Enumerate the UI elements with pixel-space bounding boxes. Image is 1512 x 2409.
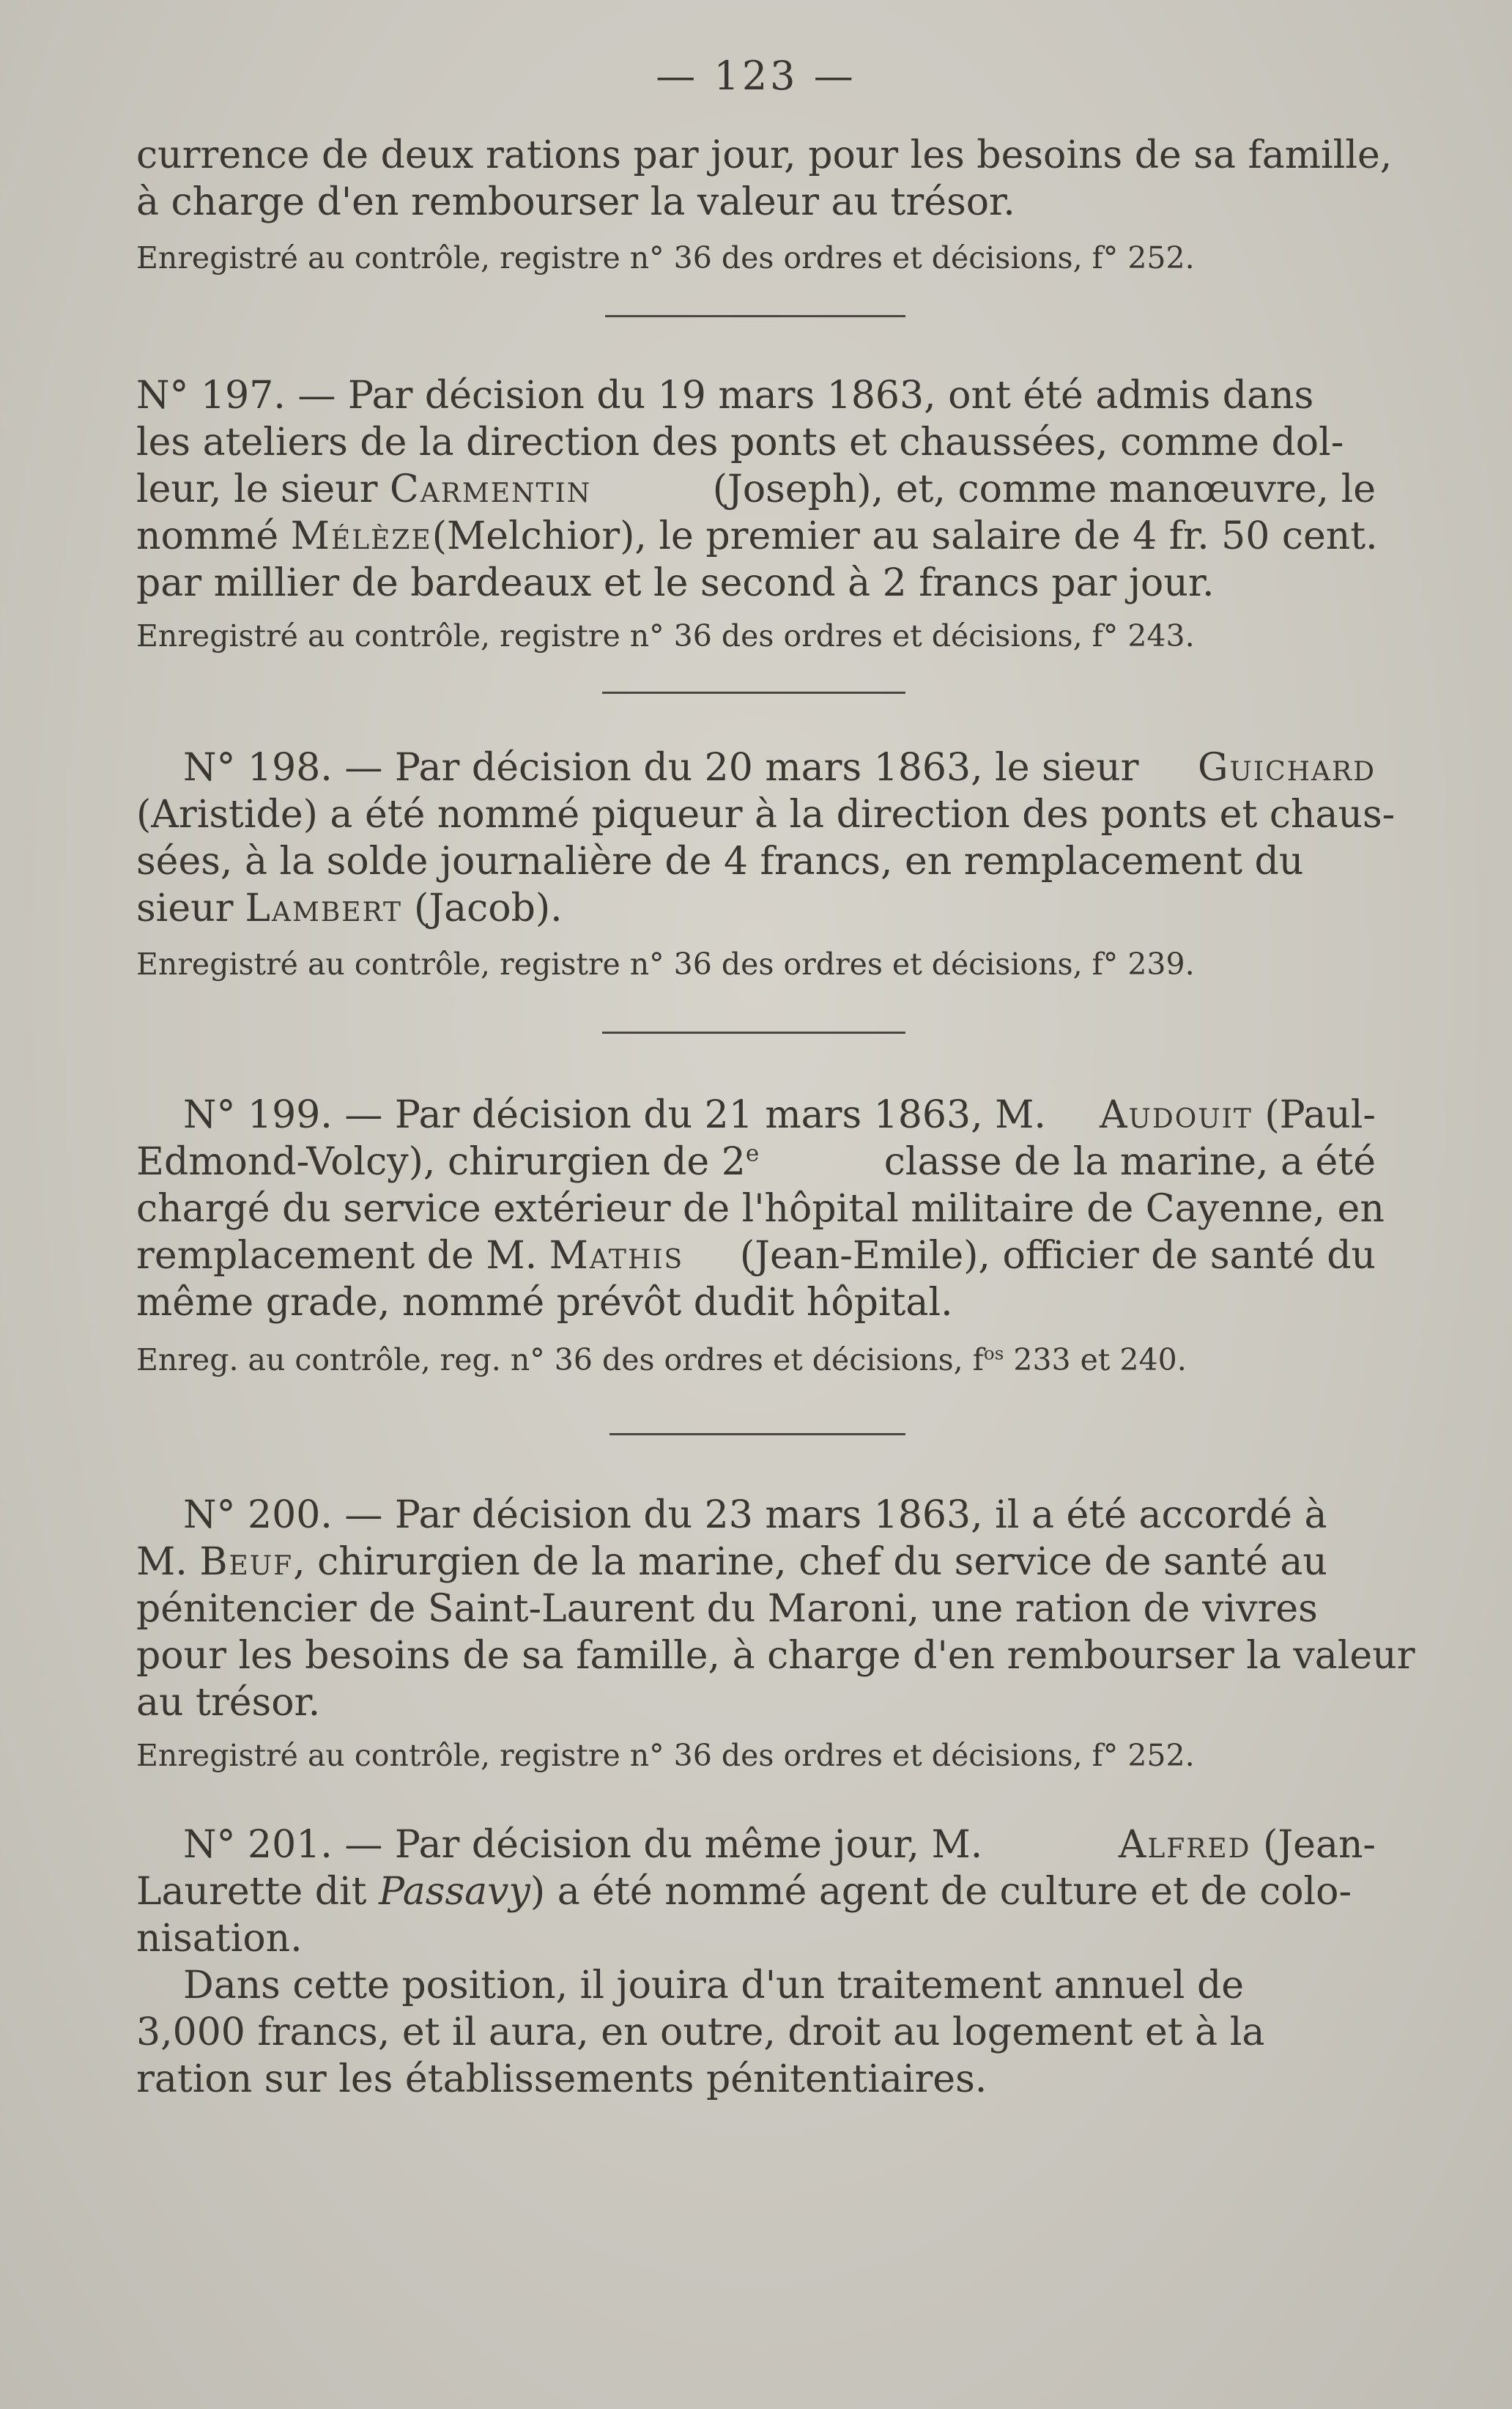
decision-199: N° 199. — Par décision du 21 mars 1863, M. Audouit (Paul- Edmond-Volcy), chirurgien de 2e classe de la marine, a été chargé du service extérieur de l'hôpital militaire de Cayenne, en remplacement de M. Mathis (Jean-Emile), officier de santé du même grade, nommé prévôt dudit hôpital.: [136, 1093, 1385, 1325]
text-line: Dans cette position, il jouira d'un traitement annuel de: [183, 1964, 1245, 2008]
decision-198: N° 198. — Par décision du 20 mars 1863, le sieur Guichard (Aristide) a été nommé piqueur à la direction des ponts et chaus- sées, à la solde journalière de 4 francs, en remplacement du sieur Lambert (Jacob).: [136, 746, 1396, 930]
text-line: au trésor.: [136, 1681, 321, 1725]
surname: Lambert: [245, 887, 403, 930]
registration-197: Enregistré au contrôle, registre n° 36 des ordres et décisions, f° 243.: [136, 618, 1195, 654]
section-divider: [602, 1032, 905, 1034]
text-line: pour les besoins de sa famille, à charge d'en rembourser la valeur: [136, 1634, 1415, 1678]
surname: Beuf: [199, 1540, 294, 1584]
surname: Mélèze: [290, 514, 432, 558]
text-line: sées, à la solde journalière de 4 francs, en remplacement du: [136, 840, 1304, 884]
surname: Audouit: [1099, 1093, 1253, 1137]
registration-199: Enreg. au contrôle, reg. n° 36 des ordres et décisions, $f^{os}$ 233 et 240.: [136, 1342, 1187, 1377]
text-line: chargé du service extérieur de l'hôpital militaire de Cayenne, en: [136, 1187, 1385, 1231]
decision-197: N° 197. — Par décision du 19 mars 1863, ont été admis dans les ateliers de la direction des ponts et chaussées, comme dol- leur, le sieur Carmentin (Joseph), et, comme manœuvre, le nommé Mélèze (Melchior), le premier au salaire de 4 fr. 50 cent. par millier de bardeaux et le second à 2 francs par jour.: [136, 374, 1378, 605]
text-line: ration sur les établissements pénitentiaires.: [136, 2057, 987, 2101]
registration-200: Enregistré au contrôle, registre n° 36 des ordres et décisions, f° 252.: [136, 1738, 1195, 1773]
intro-registration: Enregistré au contrôle, registre n° 36 des ordres et décisions, f° 252.: [136, 240, 1195, 275]
text-line: 3,000 francs, et il aura, en outre, droit au logement et à la: [136, 2010, 1265, 2054]
page-number: — 123 —: [656, 53, 856, 99]
text-line: (Aristide) a été nommé piqueur à la direction des ponts et chaus-: [136, 793, 1396, 837]
section-divider: [605, 315, 905, 317]
surname: Carmentin: [390, 467, 592, 511]
registration-198: Enregistré au contrôle, registre n° 36 des ordres et décisions, f° 239.: [136, 947, 1195, 982]
intro-paragraph: [136, 132, 1393, 226]
text-line: les ateliers de la direction des ponts et chaussées, comme dol-: [136, 421, 1344, 465]
section-divider: [609, 1433, 905, 1435]
text-line: même grade, nommé prévôt dudit hôpital.: [136, 1281, 953, 1325]
surname: Mathis: [549, 1234, 684, 1278]
surname: Alfred: [1118, 1823, 1251, 1867]
surname: Guichard: [1197, 746, 1376, 790]
text-line: pénitencier de Saint-Laurent du Maroni, une ration de vivres: [136, 1587, 1318, 1631]
text-line: nisation.: [136, 1917, 303, 1961]
text-line: par millier de bardeaux et le second à 2 francs par jour.: [136, 561, 1215, 605]
text-line: currence de deux rations par jour, pour les besoins de sa famille,: [136, 133, 1393, 177]
decision-200: N° 200. — Par décision du 23 mars 1863, il a été accordé à M. Beuf, chirurgien de la marine, chef du service de santé au pénitencier de Saint-Laurent du Maroni, une ration de vivres pour les besoins de sa famille, à charge d'en rembourser la valeur au trésor.: [136, 1493, 1415, 1725]
alias-name: Passavy: [379, 1870, 530, 1914]
text-line: N° 200. — Par décision du 23 mars 1863, il a été accordé à: [183, 1493, 1327, 1537]
section-divider: [602, 692, 905, 694]
text-line: N° 197. — Par décision du 19 mars 1863, ont été admis dans: [136, 374, 1314, 418]
decision-201: N° 201. — Par décision du même jour, M. Alfred (Jean- Laurette dit Passavy) a été nommé agent de culture et de colo- nisation. Dans cette position, il jouira d'un traitement annuel de 3,000 francs, et il aura, en outre, droit au logement et à la ration sur les établissements pénitentiaires.: [136, 1823, 1376, 2101]
text-line: à charge d'en rembourser la valeur au trésor.: [136, 180, 1015, 224]
